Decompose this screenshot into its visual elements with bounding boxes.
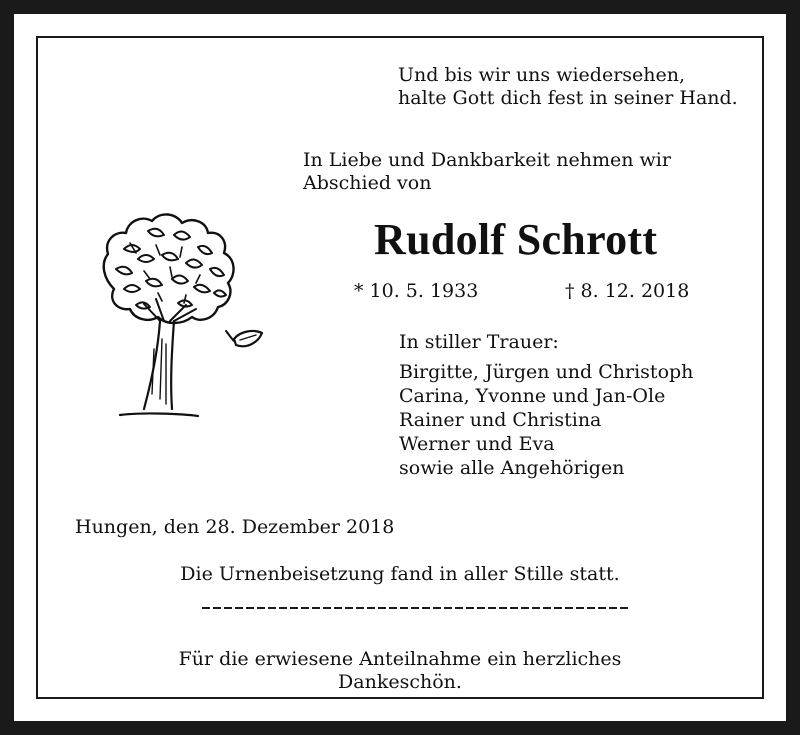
tree-with-falling-leaf-icon [74,209,274,424]
intro-text [303,149,671,195]
place-and-date: Hungen, den 28. Dezember 2018 [75,516,395,538]
verse-line-2: halte Gott dich fest in seiner Hand. [398,87,738,109]
mourner-line: Birgitte, Jürgen und Christoph [399,361,694,383]
intro-line-2: Abschied von [303,172,432,194]
mourners-block [399,330,693,480]
urn-notice: Die Urnenbeisetzung fand in aller Stille statt. [180,563,620,585]
mourner-line: Werner und Eva [399,433,555,455]
mourner-line: Carina, Yvonne und Jan-Ole [399,385,666,407]
thanks-line-2: Dankeschön. [338,671,462,693]
birth-date: * 10. 5. 1933 [354,280,479,302]
mourners-heading: In stiller Trauer: [399,331,559,353]
mourner-line: Rainer und Christina [399,409,602,431]
deceased-name: Rudolf Schrott [374,215,658,264]
mourner-line: sowie alle Angehörigen [399,457,625,479]
thanks-text [14,648,786,694]
death-date: † 8. 12. 2018 [565,280,690,302]
dashed-divider [202,607,630,609]
verse-line-1: Und bis wir uns wiedersehen, [398,64,686,86]
thanks-line-1: Für die erwiesene Anteilnahme ein herzliches [178,648,622,670]
intro-line-1: In Liebe und Dankbarkeit nehmen wir [303,149,671,171]
verse [398,64,738,110]
